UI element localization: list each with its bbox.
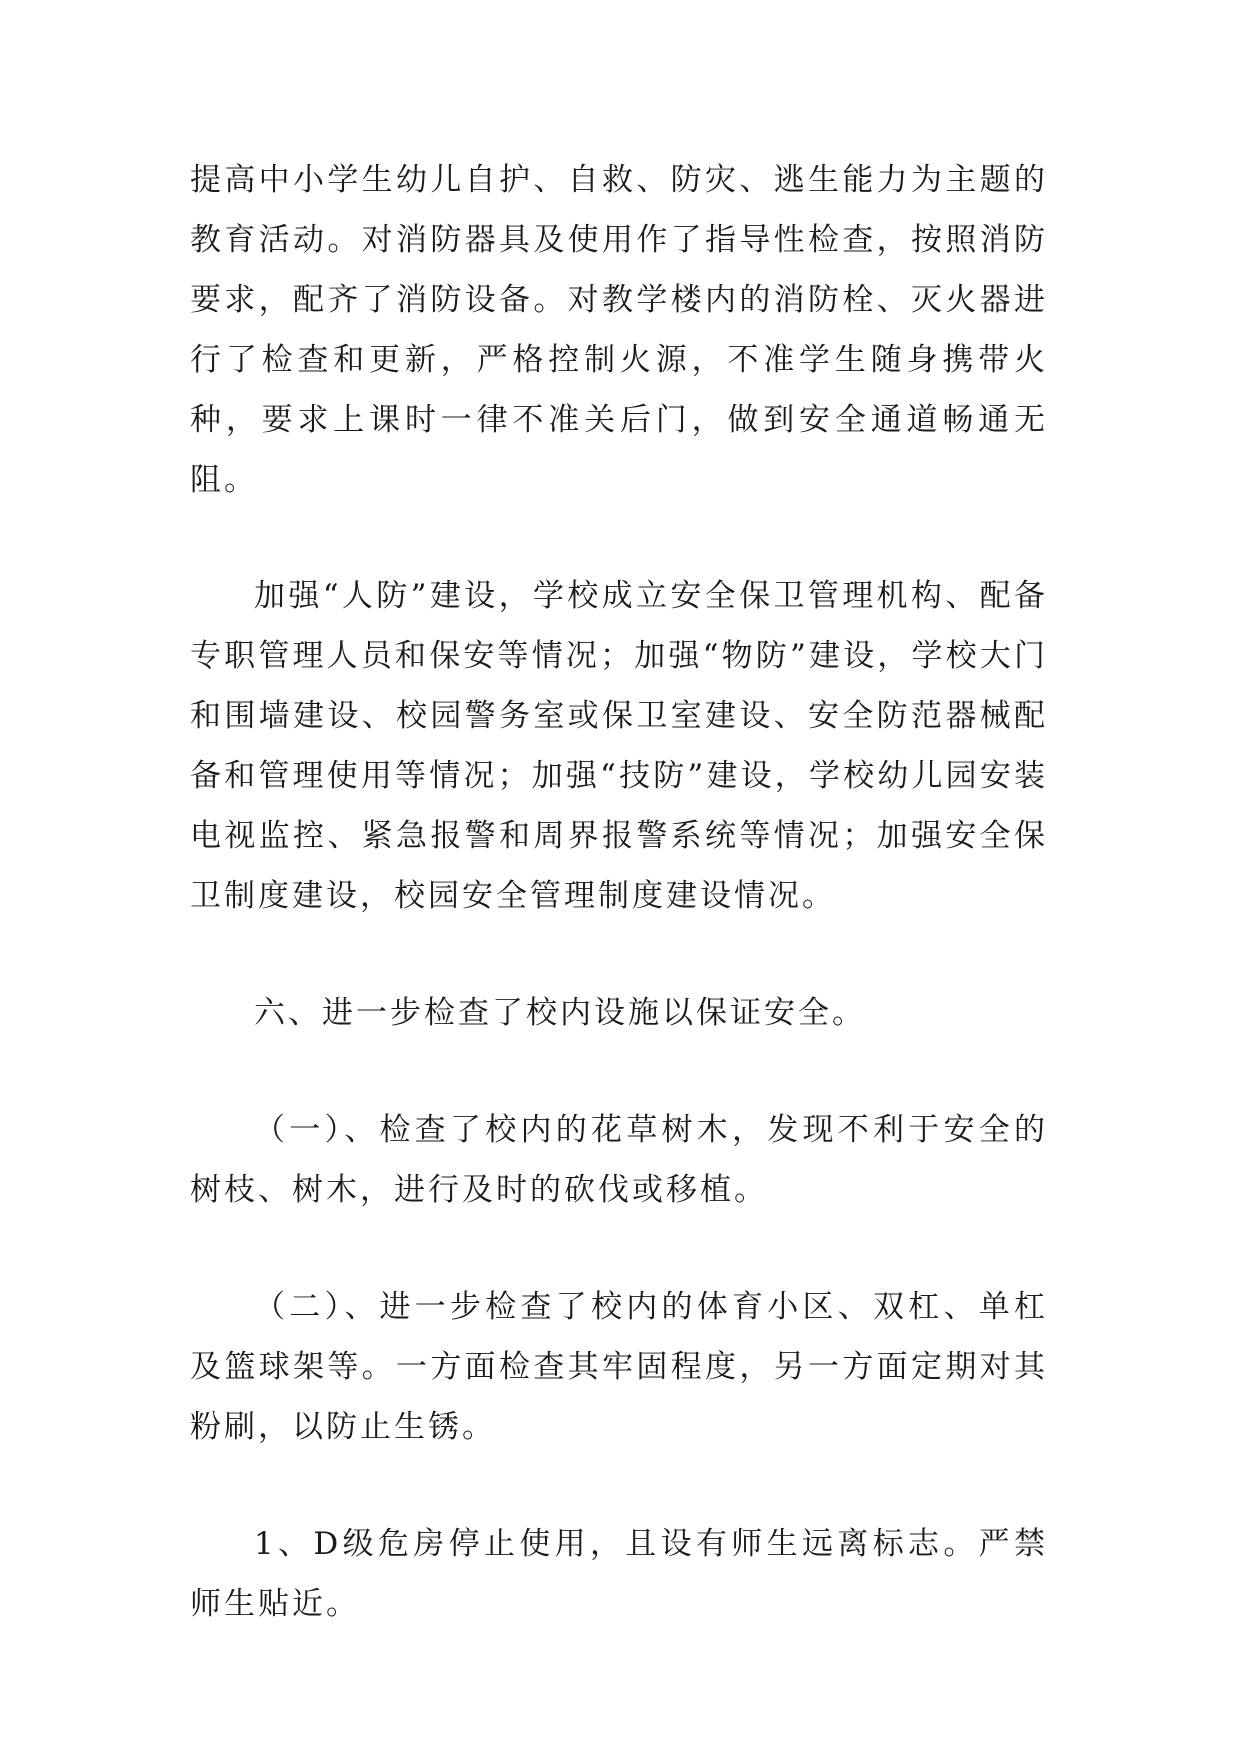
paragraph-trees-inspection: （一）、检查了校内的花草树木，发现不利于安全的树枝、树木，进行及时的砍伐或移植。 bbox=[190, 1112, 1048, 1208]
paragraph-security-measures: 加强“人防”建设，学校成立安全保卫管理机构、配备专职管理人员和保安等情况；加强“物防”建设，学校大门和围墙建设、校园警务室或保卫室建设、安全防范器械配备和管理使用等情况；加强“技防”建设，学校幼儿园安装电视监控、紧急报警和周界报警系统等情况；加强安全保卫制度建设，校园安全管理制度建设情况。 bbox=[190, 578, 1048, 914]
paragraph-sports-equipment: （二）、进一步检查了校内的体育小区、双杠、单杠及篮球架等。一方面检查其牢固程度，另一方面定期对其粉刷，以防止生锈。 bbox=[190, 1289, 1048, 1445]
paragraph-dangerous-buildings: 1、D级危房停止使用，且设有师生远离标志。严禁师生贴近。 bbox=[190, 1526, 1048, 1622]
paragraph-fire-safety: 提高中小学生幼儿自护、自救、防灾、逃生能力为主题的教育活动。对消防器具及使用作了指导性检查，按照消防要求，配齐了消防设备。对教学楼内的消防栓、灭火器进行了检查和更新，严格控制火源，不准学生随身携带火种，要求上课时一律不准关后门，做到安全通道畅通无阻。 bbox=[190, 162, 1048, 498]
document-body bbox=[190, 150, 1048, 1634]
section-heading-facilities: 六、进一步检查了校内设施以保证安全。 bbox=[254, 995, 866, 1031]
